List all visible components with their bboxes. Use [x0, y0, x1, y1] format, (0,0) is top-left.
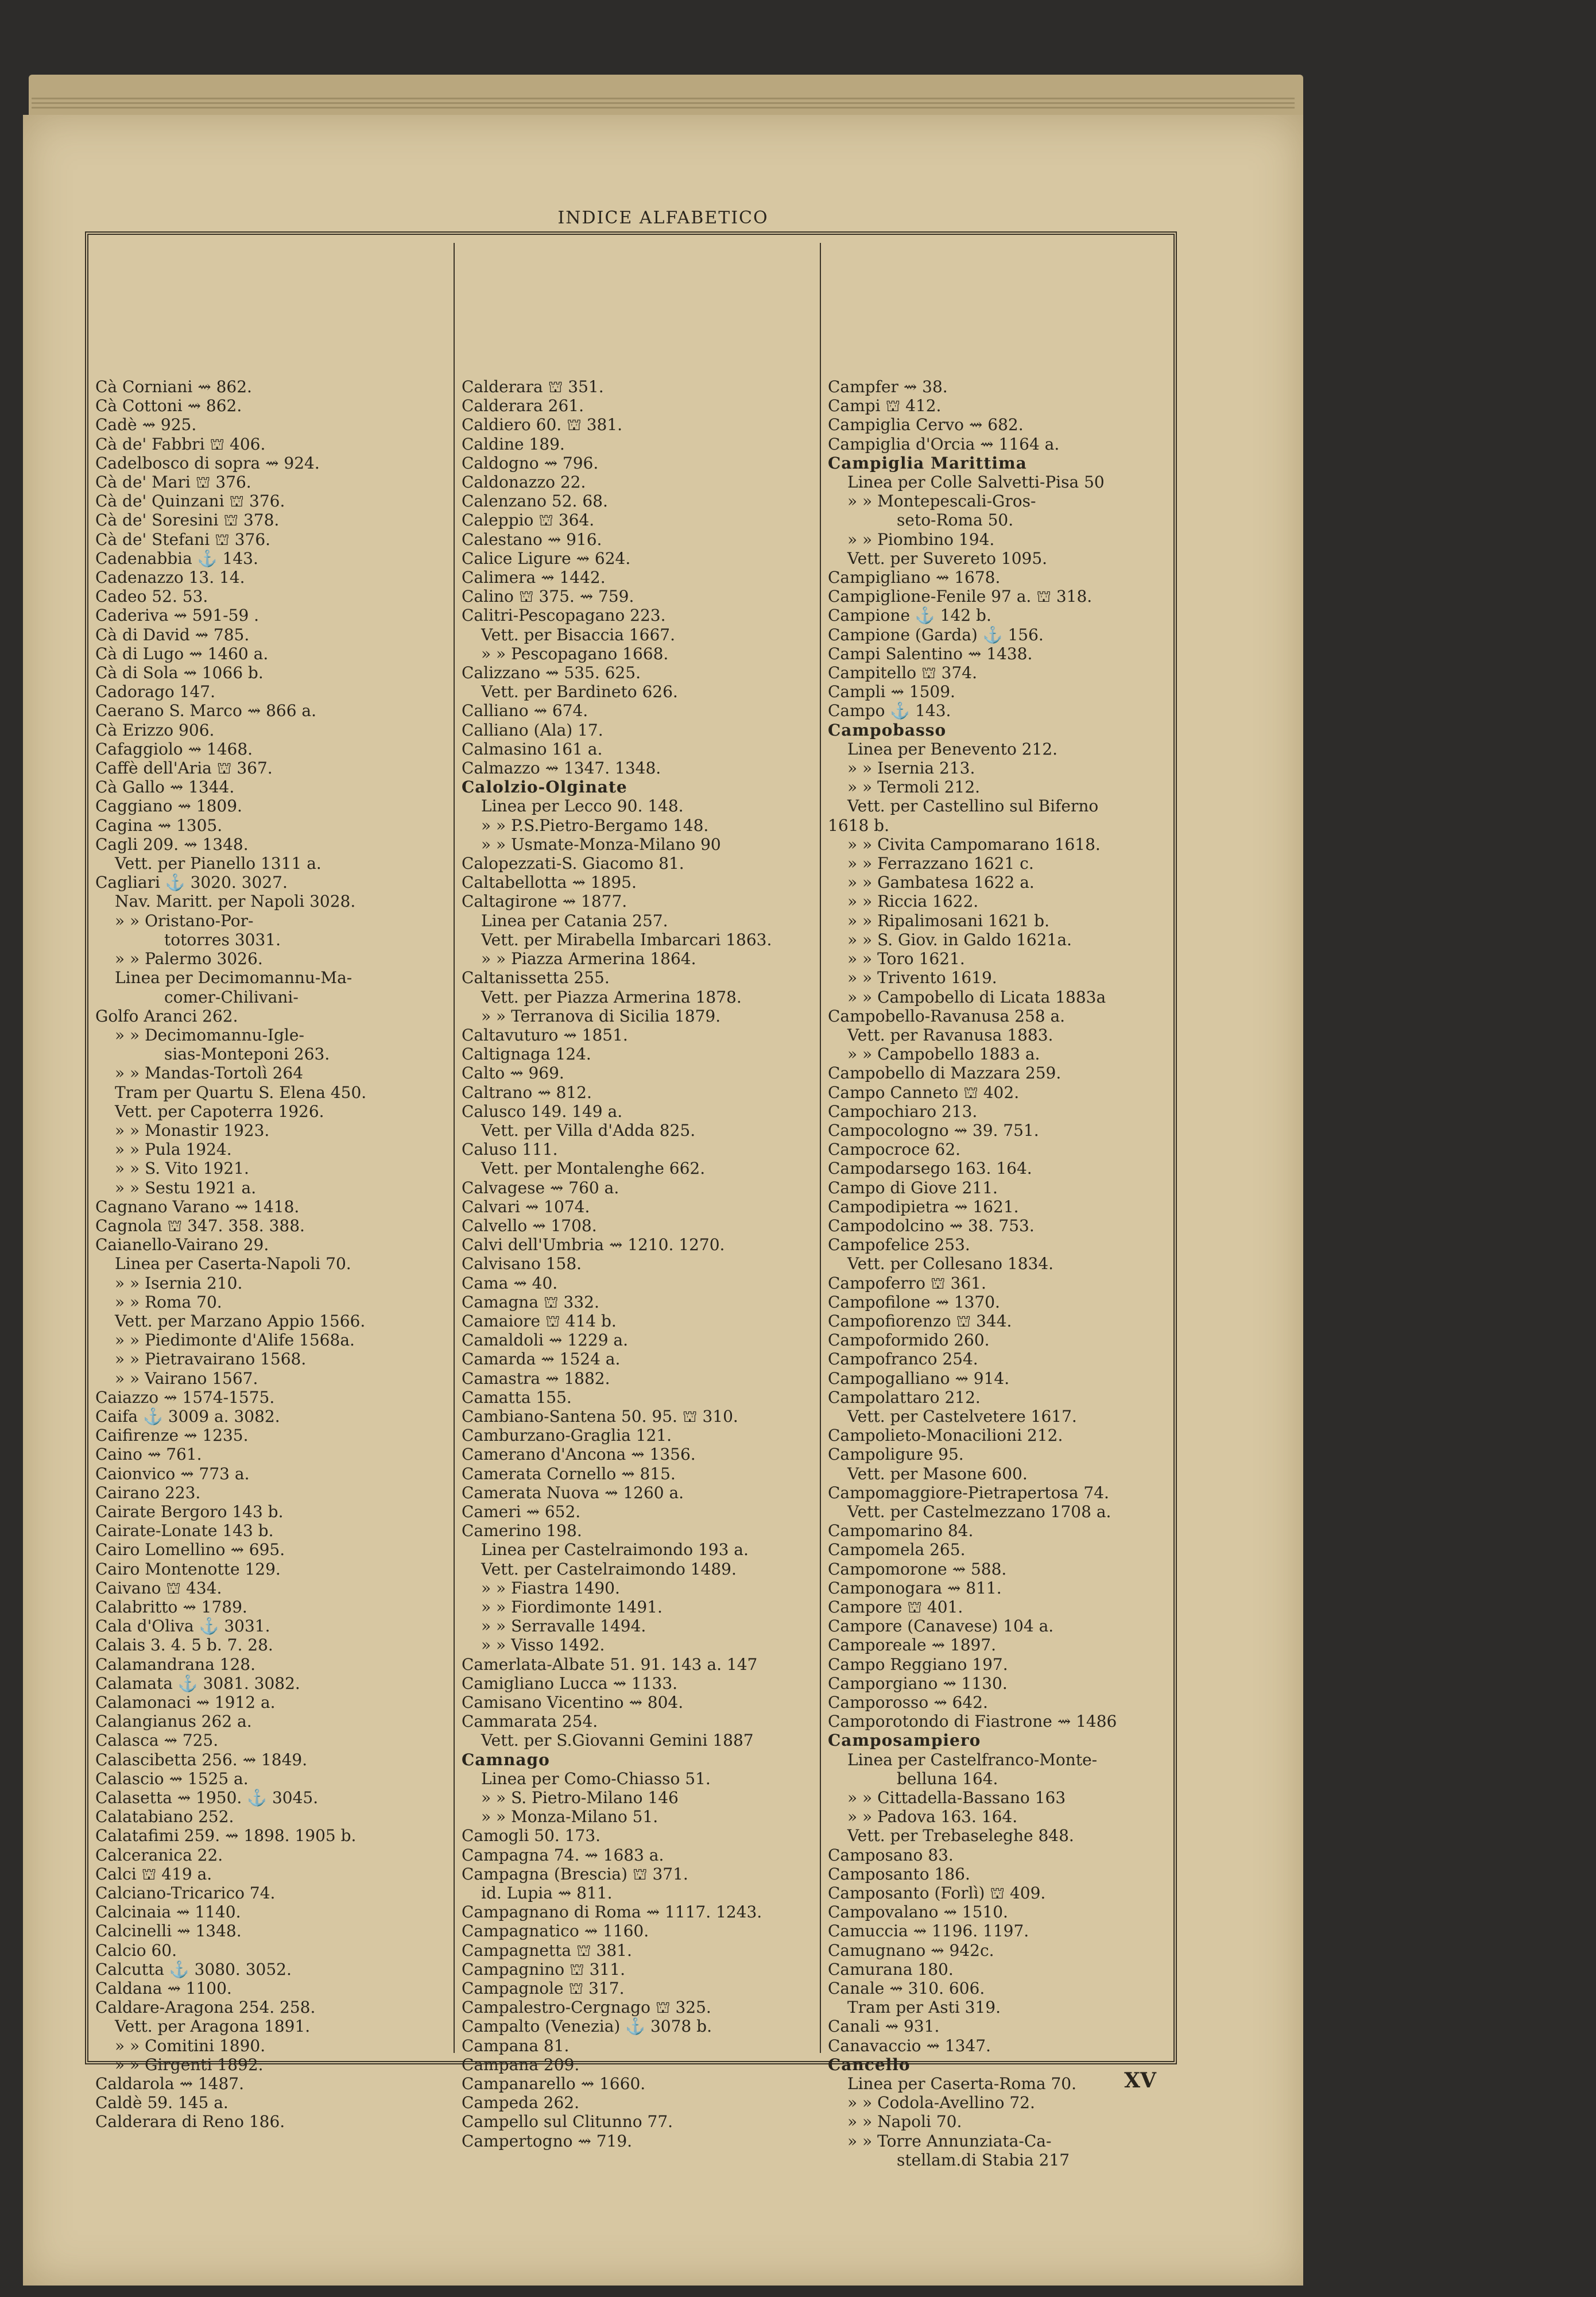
index-entry: Cammarata 254.: [462, 1712, 598, 1731]
index-entry: Cameri ⇝ 652.: [462, 1502, 581, 1521]
index-entry: Calascibetta 256. ⇝ 1849.: [95, 1750, 308, 1769]
index-entry: Caino ⇝ 761.: [95, 1445, 202, 1464]
index-entry: Campiglia Marittima: [828, 453, 1027, 473]
index-entry: Cà di David ⇝ 785.: [95, 625, 250, 644]
index-entry: Camigliano Lucca ⇝ 1133.: [462, 1673, 678, 1693]
index-entry: Vett. per Collesano 1834.: [847, 1254, 1054, 1274]
index-entry: Calderara di Reno 186.: [95, 2112, 285, 2132]
index-entry: Camerata Nuova ⇝ 1260 a.: [462, 1483, 684, 1502]
index-entry: » » Campobello 1883 a.: [847, 1045, 1040, 1064]
index-entry: Vett. per Castellino sul Biferno: [847, 796, 1099, 816]
index-entry: Calmasino 161 a.: [462, 739, 603, 759]
index-entry: » » Sestu 1921 a.: [115, 1178, 257, 1197]
index-entry: Camurana 180.: [828, 1959, 954, 1979]
index-entry: Cagina ⇝ 1305.: [95, 815, 223, 835]
index-entry: Caltabellotta ⇝ 1895.: [462, 873, 637, 892]
index-entry: Campodolcino ⇝ 38. 753.: [828, 1216, 1035, 1235]
index-entry: Vett. per Castelvetere 1617.: [847, 1406, 1077, 1426]
index-entry: Cafaggiolo ⇝ 1468.: [95, 739, 253, 759]
index-entry: Campofilone ⇝ 1370.: [828, 1292, 1000, 1312]
index-entry: Campochiaro 213.: [828, 1101, 978, 1121]
index-entry: Campo ⚓ 143.: [828, 701, 951, 721]
index-entry: » » Trivento 1619.: [847, 968, 997, 988]
index-entry: comer-Chilivani-: [164, 987, 299, 1007]
index-entry: Caianello-Vairano 29.: [95, 1235, 269, 1255]
index-entry: totorres 3031.: [164, 930, 281, 949]
index-entry: Calusco 149. 149 a.: [462, 1101, 623, 1121]
index-entry: » » Monza-Milano 51.: [481, 1807, 658, 1827]
index-entry: Campo di Giove 211.: [828, 1178, 998, 1197]
index-entry: Linea per Benevento 212.: [847, 739, 1058, 759]
index-entry: » » Pescopagano 1668.: [481, 644, 669, 663]
index-entry: Calatabiano 252.: [95, 1807, 234, 1827]
index-entry: Caerano S. Marco ⇝ 866 a.: [95, 701, 317, 721]
index-entry: Campomarino 84.: [828, 1521, 974, 1541]
index-entry: » » Ripalimosani 1621 b.: [847, 911, 1049, 930]
index-entry: » » Campobello di Licata 1883a: [847, 987, 1106, 1007]
index-entry: Cà de' Quinzani ⛫ 376.: [95, 492, 285, 511]
index-entry: Vett. per Masone 600.: [847, 1464, 1028, 1483]
index-entry: » » Codola-Avellino 72.: [847, 2093, 1035, 2113]
index-entry: » » Roma 70.: [115, 1292, 222, 1312]
index-entry: Vett. per Ravanusa 1883.: [847, 1025, 1053, 1045]
index-entry: Campiglione-Fenile 97 a. ⛫ 318.: [828, 587, 1093, 606]
index-entry: Cadelbosco di sopra ⇝ 924.: [95, 453, 320, 473]
index-entry: Linea per Decimomannu-Ma-: [115, 968, 352, 988]
index-entry: Camburzano-Graglia 121.: [462, 1426, 672, 1445]
index-entry: » » Girgenti 1892.: [115, 2055, 264, 2074]
index-entry: Cadorago 147.: [95, 682, 216, 702]
index-entry: Linea per Como-Chiasso 51.: [481, 1769, 711, 1788]
index-entry: Calcutta ⚓ 3080. 3052.: [95, 1959, 292, 1979]
index-entry: Camatta 155.: [462, 1387, 572, 1407]
index-entry: Cancello: [828, 2055, 911, 2074]
index-entry: Campobasso: [828, 720, 947, 740]
index-entry: Cà di Lugo ⇝ 1460 a.: [95, 644, 269, 663]
index-entry: Camarda ⇝ 1524 a.: [462, 1349, 621, 1369]
index-entry: Caldarola ⇝ 1487.: [95, 2074, 244, 2094]
index-entry: » » Isernia 213.: [847, 759, 975, 778]
index-entry: Cà de' Mari ⛫ 376.: [95, 473, 251, 492]
index-entry: » » Monastir 1923.: [115, 1120, 270, 1140]
index-entry: Campoferro ⛫ 361.: [828, 1273, 986, 1293]
index-entry: » » Cittadella-Bassano 163: [847, 1788, 1066, 1808]
index-entry: Campagnetta ⛫ 381.: [462, 1940, 632, 1960]
index-entry: Calolzio-Olginate: [462, 778, 627, 797]
index-entry: Campertogno ⇝ 719.: [462, 2131, 633, 2151]
index-entry: Vett. per Suvereto 1095.: [847, 548, 1048, 568]
index-entry: Cagliari ⚓ 3020. 3027.: [95, 873, 288, 892]
index-entry: Cadè ⇝ 925.: [95, 415, 197, 435]
book-page: [23, 115, 1303, 2286]
index-entry: » » Civita Campomarano 1618.: [847, 834, 1101, 854]
index-entry: Campiglia d'Orcia ⇝ 1164 a.: [828, 434, 1060, 454]
index-entry: Camporgiano ⇝ 1130.: [828, 1673, 1008, 1693]
index-entry: » » S. Pietro-Milano 146: [481, 1788, 679, 1808]
index-entry: Linea per Colle Salvetti-Pisa 50: [847, 473, 1105, 492]
index-entry: Campodipietra ⇝ 1621.: [828, 1197, 1019, 1216]
index-entry: Calvagese ⇝ 760 a.: [462, 1178, 619, 1197]
index-entry: Campomorone ⇝ 588.: [828, 1559, 1007, 1579]
index-entry: Caffè dell'Aria ⛫ 367.: [95, 759, 273, 778]
index-entry: Camerlata-Albate 51. 91. 143 a. 147: [462, 1654, 758, 1674]
index-entry: Campfer ⇝ 38.: [828, 377, 948, 396]
index-entry: Vett. per Castelraimondo 1489.: [481, 1559, 737, 1579]
index-entry: Vett. per Piazza Armerina 1878.: [481, 987, 742, 1007]
index-entry: » » Fiastra 1490.: [481, 1578, 620, 1598]
index-entry: Cairano 223.: [95, 1483, 201, 1502]
index-entry: Vett. per Castelmezzano 1708 a.: [847, 1502, 1111, 1521]
index-entry: Cama ⇝ 40.: [462, 1273, 558, 1293]
index-entry: Campione (Garda) ⚓ 156.: [828, 625, 1044, 644]
index-entry: Caldogno ⇝ 796.: [462, 453, 599, 473]
index-entry: Vett. per Capoterra 1926.: [115, 1101, 324, 1121]
index-entry: Cà Gallo ⇝ 1344.: [95, 778, 235, 797]
index-entry: Camisano Vicentino ⇝ 804.: [462, 1693, 684, 1712]
index-entry: Cairo Lomellino ⇝ 695.: [95, 1540, 285, 1560]
index-entry: » » Isernia 210.: [115, 1273, 243, 1293]
index-entry: Caifa ⚓ 3009 a. 3082.: [95, 1406, 280, 1426]
index-entry: Vett. per Bisaccia 1667.: [481, 625, 675, 644]
index-entry: Vett. per Marzano Appio 1566.: [115, 1311, 366, 1331]
index-entry: Caiazzo ⇝ 1574-1575.: [95, 1387, 275, 1407]
index-entry: Cagnano Varano ⇝ 1418.: [95, 1197, 300, 1216]
index-entry: Linea per Caserta-Roma 70.: [847, 2074, 1076, 2094]
index-entry: » » Ferrazzano 1621 c.: [847, 854, 1034, 873]
column-divider: [820, 243, 821, 2053]
index-entry: » » Vairano 1567.: [115, 1368, 258, 1388]
index-entry: Linea per Castelraimondo 193 a.: [481, 1540, 749, 1560]
index-entry: Campobello-Ravanusa 258 a.: [828, 1006, 1066, 1026]
index-entry: Caldare-Aragona 254. 258.: [95, 1998, 316, 2017]
index-entry: Campoligure 95.: [828, 1445, 964, 1464]
index-entry: Campanarello ⇝ 1660.: [462, 2074, 646, 2094]
index-entry: Vett. per Mirabella Imbarcari 1863.: [481, 930, 772, 949]
index-entry: Camposanto 186.: [828, 1864, 970, 1884]
index-entry: Campocroce 62.: [828, 1140, 961, 1159]
index-entry: Calangianus 262 a.: [95, 1712, 252, 1731]
index-entry: Calderara ⛫ 351.: [462, 377, 604, 396]
index-entry: Caltagirone ⇝ 1877.: [462, 892, 627, 911]
index-entry: Calcio 60.: [95, 1940, 177, 1960]
index-entry: Calvari ⇝ 1074.: [462, 1197, 590, 1216]
index-entry: Campagnatico ⇝ 1160.: [462, 1921, 649, 1941]
index-entry: Campione ⚓ 142 b.: [828, 606, 991, 625]
index-entry: Calice Ligure ⇝ 624.: [462, 548, 631, 568]
index-entry: Calasca ⇝ 725.: [95, 1731, 219, 1750]
index-entry: Camerata Cornello ⇝ 815.: [462, 1464, 676, 1483]
index-entry: Tram per Asti 319.: [847, 1998, 1001, 2017]
index-entry: Campagna (Brescia) ⛫ 371.: [462, 1864, 688, 1884]
index-entry: 1618 b.: [828, 815, 889, 835]
index-entry: Campigliano ⇝ 1678.: [828, 568, 1001, 587]
index-entry: Vett. per S.Giovanni Gemini 1887: [481, 1731, 754, 1750]
index-entry: Golfo Aranci 262.: [95, 1006, 238, 1026]
index-entry: belluna 164.: [897, 1769, 998, 1788]
index-entry: Campana 81.: [462, 2036, 570, 2055]
index-entry: Calais 3. 4. 5 b. 7. 28.: [95, 1635, 273, 1655]
index-entry: Canavaccio ⇝ 1347.: [828, 2036, 991, 2055]
index-entry: Campore ⛫ 401.: [828, 1598, 963, 1617]
index-entry: Tram per Quartu S. Elena 450.: [115, 1082, 367, 1102]
index-entry: » » Terranova di Sicilia 1879.: [481, 1006, 721, 1026]
index-entry: Cà Cottoni ⇝ 862.: [95, 396, 242, 416]
index-entry: Camposanto (Forlì) ⛫ 409.: [828, 1884, 1046, 1903]
index-entry: Campana 209.: [462, 2055, 580, 2074]
index-entry: Campocologno ⇝ 39. 751.: [828, 1120, 1039, 1140]
index-entry: Camastra ⇝ 1882.: [462, 1368, 610, 1388]
index-entry: Camaiore ⛫ 414 b.: [462, 1311, 617, 1331]
index-entry: » » Gambatesa 1622 a.: [847, 873, 1035, 892]
index-entry: Cambiano-Santena 50. 95. ⛫ 310.: [462, 1406, 738, 1426]
index-entry: Camerino 198.: [462, 1521, 582, 1541]
index-entry: Cadenazzo 13. 14.: [95, 568, 245, 587]
index-column-1: [95, 377, 446, 2132]
index-entry: » » Torre Annunziata-Ca-: [847, 2131, 1052, 2151]
index-entry: Campiglia Cervo ⇝ 682.: [828, 415, 1024, 435]
index-entry: Caltavuturo ⇝ 1851.: [462, 1025, 628, 1045]
page-header: INDICE ALFABETICO: [557, 208, 769, 228]
index-entry: Calmazzo ⇝ 1347. 1348.: [462, 759, 661, 778]
index-entry: » » S. Giov. in Galdo 1621a.: [847, 930, 1072, 949]
index-entry: » » Pietravairano 1568.: [115, 1349, 307, 1369]
index-entry: Calascio ⇝ 1525 a.: [95, 1769, 249, 1788]
index-entry: Campalestro-Cergnago ⛫ 325.: [462, 1998, 711, 2017]
index-entry: Caderiva ⇝ 591-59 .: [95, 606, 259, 625]
index-entry: Caltrano ⇝ 812.: [462, 1082, 592, 1102]
index-entry: Campeda 262.: [462, 2093, 580, 2113]
index-entry: » » Usmate-Monza-Milano 90: [481, 834, 721, 854]
index-entry: Calestano ⇝ 916.: [462, 529, 602, 549]
index-column-2: [462, 377, 812, 2151]
index-entry: Cà Corniani ⇝ 862.: [95, 377, 252, 396]
index-entry: » » Visso 1492.: [481, 1635, 605, 1655]
index-entry: Calderara 261.: [462, 396, 584, 416]
index-entry: Calimera ⇝ 1442.: [462, 568, 606, 587]
index-entry: Calto ⇝ 969.: [462, 1064, 564, 1083]
index-entry: Calamonaci ⇝ 1912 a.: [95, 1693, 276, 1712]
index-entry: Cà Erizzo 906.: [95, 720, 215, 740]
index-entry: Vett. per Trebaseleghe 848.: [847, 1826, 1074, 1846]
index-entry: » » Napoli 70.: [847, 2112, 962, 2132]
index-entry: Calceranica 22.: [95, 1845, 223, 1865]
index-entry: Campitello ⛫ 374.: [828, 663, 978, 683]
index-entry: Calamata ⚓ 3081. 3082.: [95, 1673, 300, 1693]
index-entry: id. Lupia ⇝ 811.: [481, 1884, 613, 1903]
index-entry: Linea per Catania 257.: [481, 911, 668, 930]
index-entry: Calopezzati-S. Giacomo 81.: [462, 854, 684, 873]
index-entry: seto-Roma 50.: [897, 511, 1014, 530]
index-entry: Campli ⇝ 1509.: [828, 682, 955, 702]
index-entry: Calvi dell'Umbria ⇝ 1210. 1270.: [462, 1235, 725, 1255]
index-entry: Camogli 50. 173.: [462, 1826, 601, 1846]
index-entry: » » Mandas-Tortolì 264: [115, 1064, 304, 1083]
page-number: XV: [1124, 2068, 1156, 2093]
index-entry: Caluso 111.: [462, 1140, 558, 1159]
index-entry: » » Toro 1621.: [847, 949, 965, 969]
index-entry: » » Pula 1924.: [115, 1140, 232, 1159]
index-entry: Campobello di Mazzara 259.: [828, 1064, 1062, 1083]
index-entry: » » Serravalle 1494.: [481, 1617, 646, 1636]
index-entry: Vett. per Bardineto 626.: [481, 682, 678, 702]
index-entry: » » Comitini 1890.: [115, 2036, 266, 2055]
index-entry: Cadenabbia ⚓ 143.: [95, 548, 258, 568]
index-entry: Vett. per Pianello 1311 a.: [115, 854, 321, 873]
index-entry: Linea per Caserta-Napoli 70.: [115, 1254, 351, 1274]
index-entry: Campoformido 260.: [828, 1331, 990, 1350]
index-entry: Campomela 265.: [828, 1540, 966, 1560]
index-entry: » » Palermo 3026.: [115, 949, 263, 969]
index-entry: Calatafimi 259. ⇝ 1898. 1905 b.: [95, 1826, 357, 1846]
index-entry: sias-Monteponi 263.: [164, 1045, 330, 1064]
page-edge-line: [32, 107, 1295, 109]
index-entry: Caifirenze ⇝ 1235.: [95, 1426, 249, 1445]
index-entry: » » Piedimonte d'Alife 1568a.: [115, 1331, 355, 1350]
index-entry: Camporeale ⇝ 1897.: [828, 1635, 997, 1655]
index-entry: Campalto (Venezia) ⚓ 3078 b.: [462, 2017, 712, 2036]
index-entry: Caionvico ⇝ 773 a.: [95, 1464, 250, 1483]
index-entry: Campofranco 254.: [828, 1349, 978, 1369]
index-entry: Camerano d'Ancona ⇝ 1356.: [462, 1445, 696, 1464]
index-entry: Calizzano ⇝ 535. 625.: [462, 663, 641, 683]
index-entry: Campofelice 253.: [828, 1235, 970, 1255]
index-entry: Camaldoli ⇝ 1229 a.: [462, 1331, 629, 1350]
index-entry: stellam.di Stabia 217: [897, 2150, 1070, 2170]
index-entry: Campodarsego 163. 164.: [828, 1159, 1032, 1178]
index-entry: Campo Canneto ⛫ 402.: [828, 1082, 1020, 1102]
index-entry: » » P.S.Pietro-Bergamo 148.: [481, 815, 709, 835]
index-entry: Campogalliano ⇝ 914.: [828, 1368, 1010, 1388]
index-entry: Cà de' Fabbri ⛫ 406.: [95, 434, 266, 454]
index-entry: Cairate-Lonate 143 b.: [95, 1521, 274, 1541]
index-entry: » » Oristano-Por-: [115, 911, 254, 930]
index-entry: » » Decimomannu-Igle-: [115, 1025, 304, 1045]
index-entry: Campello sul Clitunno 77.: [462, 2112, 673, 2132]
index-entry: Calabritto ⇝ 1789.: [95, 1598, 247, 1617]
index-entry: Camporosso ⇝ 642.: [828, 1693, 988, 1712]
index-entry: Canali ⇝ 931.: [828, 2017, 940, 2036]
index-entry: Campi Salentino ⇝ 1438.: [828, 644, 1033, 663]
index-entry: Camponogara ⇝ 811.: [828, 1578, 1002, 1598]
index-entry: Calvello ⇝ 1708.: [462, 1216, 597, 1235]
index-entry: Campagnole ⛫ 317.: [462, 1979, 625, 1998]
index-entry: Caldine 189.: [462, 434, 565, 454]
index-entry: Cala d'Oliva ⚓ 3031.: [95, 1617, 270, 1636]
index-entry: Vett. per Villa d'Adda 825.: [481, 1120, 696, 1140]
index-entry: Calamandrana 128.: [95, 1654, 256, 1674]
index-entry: » » S. Vito 1921.: [115, 1159, 249, 1178]
index-entry: Camposampiero: [828, 1731, 981, 1750]
index-entry: Campagnino ⛫ 311.: [462, 1959, 625, 1979]
index-entry: Linea per Castelfranco-Monte-: [847, 1750, 1098, 1769]
index-entry: Calvisano 158.: [462, 1254, 582, 1274]
index-entry: Cairate Bergoro 143 b.: [95, 1502, 284, 1521]
index-entry: Calliano ⇝ 674.: [462, 701, 588, 721]
index-entry: Campolieto-Monacilioni 212.: [828, 1426, 1063, 1445]
index-entry: Calliano (Ala) 17.: [462, 720, 603, 740]
index-entry: Camagna ⛫ 332.: [462, 1292, 599, 1312]
index-entry: » » Fiordimonte 1491.: [481, 1598, 663, 1617]
index-entry: » » Riccia 1622.: [847, 892, 979, 911]
index-entry: Cà de' Soresini ⛫ 378.: [95, 511, 280, 530]
index-entry: Cadeo 52. 53.: [95, 587, 208, 606]
index-entry: Calasetta ⇝ 1950. ⚓ 3045.: [95, 1788, 319, 1808]
index-entry: Campagnano di Roma ⇝ 1117. 1243.: [462, 1902, 762, 1922]
index-entry: » » Piazza Armerina 1864.: [481, 949, 696, 969]
index-entry: Campi ⛫ 412.: [828, 396, 942, 416]
index-entry: Campore (Canavese) 104 a.: [828, 1617, 1054, 1636]
index-entry: Calcinelli ⇝ 1348.: [95, 1921, 242, 1941]
index-entry: Calenzano 52. 68.: [462, 492, 608, 511]
column-divider: [454, 243, 455, 2053]
index-entry: Vett. per Montalenghe 662.: [481, 1159, 706, 1178]
index-entry: Campagna 74. ⇝ 1683 a.: [462, 1845, 664, 1865]
index-entry: Cairo Montenotte 129.: [95, 1559, 281, 1579]
index-entry: Campomaggiore-Pietrapertosa 74.: [828, 1483, 1109, 1502]
index-entry: Camporotondo di Fiastrone ⇝ 1486: [828, 1712, 1117, 1731]
index-entry: Calcinaia ⇝ 1140.: [95, 1902, 241, 1922]
index-entry: Caldana ⇝ 1100.: [95, 1979, 232, 1998]
index-entry: Calci ⛫ 419 a.: [95, 1864, 212, 1884]
index-entry: Calciano-Tricarico 74.: [95, 1884, 276, 1903]
index-entry: Vett. per Aragona 1891.: [115, 2017, 311, 2036]
index-entry: » » Montepescali-Gros-: [847, 492, 1036, 511]
index-entry: » » Termoli 212.: [847, 778, 981, 797]
index-entry: Calitri-Pescopagano 223.: [462, 606, 666, 625]
index-entry: Caivano ⛫ 434.: [95, 1578, 222, 1598]
index-entry: Caldiero 60. ⛫ 381.: [462, 415, 623, 435]
index-entry: Caleppio ⛫ 364.: [462, 511, 595, 530]
index-entry: Nav. Maritt. per Napoli 3028.: [115, 892, 356, 911]
index-entry: Caldè 59. 145 a.: [95, 2093, 228, 2113]
index-entry: » » Piombino 194.: [847, 529, 995, 549]
index-entry: Campolattaro 212.: [828, 1387, 981, 1407]
index-entry: Cagli 209. ⇝ 1348.: [95, 834, 249, 854]
index-entry: Caldonazzo 22.: [462, 473, 586, 492]
index-entry: Caltignaga 124.: [462, 1045, 591, 1064]
index-entry: Cagnola ⛫ 347. 358. 388.: [95, 1216, 305, 1235]
index-entry: Camugnano ⇝ 942c.: [828, 1940, 994, 1960]
index-entry: Camposano 83.: [828, 1845, 954, 1865]
index-entry: Caggiano ⇝ 1809.: [95, 796, 242, 816]
index-entry: Camnago: [462, 1750, 550, 1769]
page-edge-line: [32, 102, 1295, 104]
index-entry: Campo Reggiano 197.: [828, 1654, 1008, 1674]
index-entry: Campovalano ⇝ 1510.: [828, 1902, 1008, 1922]
index-entry: Calino ⛫ 375. ⇝ 759.: [462, 587, 634, 606]
page-edge-line: [32, 98, 1295, 99]
index-entry: Cà de' Stefani ⛫ 376.: [95, 529, 271, 549]
index-entry: Caltanissetta 255.: [462, 968, 610, 988]
index-entry: » » Padova 163. 164.: [847, 1807, 1018, 1827]
index-entry: Camuccia ⇝ 1196. 1197.: [828, 1921, 1029, 1941]
index-entry: Canale ⇝ 310. 606.: [828, 1979, 985, 1998]
index-entry: Campofiorenzo ⛫ 344.: [828, 1311, 1012, 1331]
index-entry: Linea per Lecco 90. 148.: [481, 796, 684, 816]
index-entry: Cà di Sola ⇝ 1066 b.: [95, 663, 264, 683]
